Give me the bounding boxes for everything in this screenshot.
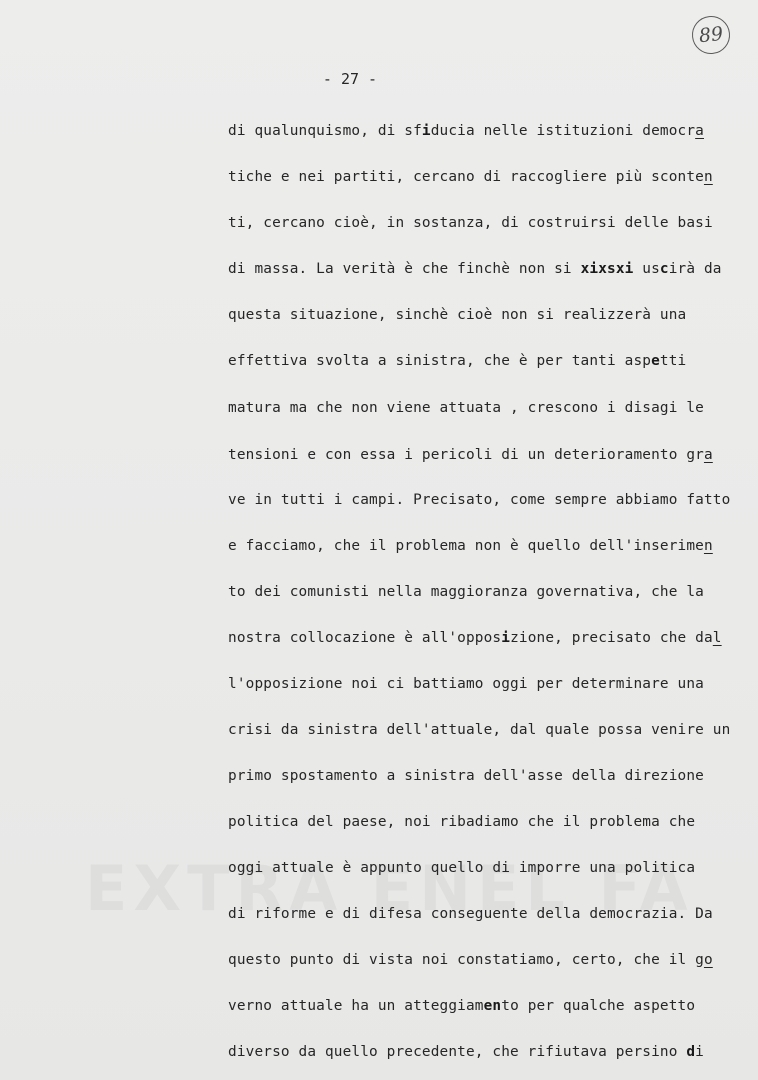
line-text: di riforme e di difesa conseguente della democrazia. Da — [228, 906, 713, 922]
text-line — [228, 859, 695, 877]
line-text: politica del paese, noi ribadiamo che il problema che — [228, 814, 696, 830]
text-line — [228, 306, 686, 324]
line-text: diverso da quello precedente, che rifiutava persino — [228, 1044, 687, 1060]
line-text: ducia nelle istituzioni democr — [430, 123, 696, 139]
line-text: questo punto di vista noi constatiamo, certo, che il g — [228, 952, 704, 968]
overtyped-text: e — [651, 353, 660, 369]
text-line — [228, 583, 704, 601]
text-line — [228, 721, 730, 739]
hyphen-underline-text: a — [695, 123, 704, 139]
hyphen-underline-text: o — [703, 952, 713, 968]
text-line — [228, 491, 730, 509]
line-text: ti, cercano cioè, in sostanza, di costruirsi delle basi — [228, 215, 713, 231]
text-line — [228, 399, 704, 417]
line-text: nostra collocazione è all'oppos — [228, 630, 502, 646]
line-text: tti — [659, 353, 687, 369]
text-line — [228, 122, 704, 140]
line-text: ve in tutti i campi. Precisato, come sempre abbiamo fatto — [228, 492, 731, 508]
line-text: oggi attuale è appunto quello di imporre una politica — [228, 860, 696, 876]
line-text: di qualunquismo, di sf — [228, 123, 422, 139]
stamp-label: 89 — [697, 22, 725, 48]
text-line — [228, 767, 704, 785]
line-text: primo spostamento a sinistra dell'asse della direzione — [228, 768, 704, 784]
text-line — [228, 214, 713, 232]
line-text: to dei comunisti nella maggioranza governativa, che la — [228, 584, 704, 600]
line-text: questa situazione, sinchè cioè non si realizzerà una — [228, 307, 687, 323]
overtyped-text: en — [483, 998, 502, 1014]
line-text: di massa. La verità è che finchè non si — [228, 261, 581, 277]
line-text: l'opposizione noi ci battiamo oggi per determinare una — [228, 676, 704, 692]
line-text: tiche e nei partiti, cercano di raccogliere più sconte — [228, 169, 704, 185]
line-text: matura ma che non viene attuata , crescono i disagi le — [228, 400, 704, 416]
line-text: to per qualche aspetto — [501, 998, 696, 1014]
line-text: us — [633, 261, 660, 277]
overtyped-text: d — [686, 1044, 696, 1060]
overtyped-text: c — [659, 261, 669, 277]
text-line — [228, 629, 722, 647]
line-text: i — [695, 1044, 704, 1060]
text-line — [228, 260, 722, 278]
line-text: e facciamo, che il problema non è quello dell'inserime — [228, 538, 704, 554]
overtyped-text: xixsxi — [580, 261, 634, 277]
text-line — [228, 813, 695, 831]
line-text: crisi da sinistra dell'attuale, dal quale possa venire un — [228, 722, 731, 738]
page-stamp — [690, 14, 732, 56]
line-text: tensioni e con essa i pericoli di un deterioramento gr — [228, 447, 704, 463]
hyphen-underline-text: n — [703, 169, 713, 185]
text-line — [228, 537, 713, 555]
hyphen-underline-text: a — [703, 447, 713, 463]
text-line — [228, 905, 713, 923]
line-text: verno attuale ha un atteggiam — [228, 998, 484, 1014]
text-line — [228, 951, 713, 969]
text-line — [228, 168, 713, 186]
line-text: zione, precisato che da — [510, 630, 713, 646]
line-text: effettiva svolta a sinistra, che è per tanti asp — [228, 353, 652, 369]
overtyped-text: i — [501, 630, 511, 646]
page-number: - 27 - — [322, 70, 378, 88]
text-line — [228, 1043, 704, 1061]
line-text: irà da — [668, 261, 722, 277]
text-line — [228, 997, 695, 1015]
text-line — [228, 446, 713, 464]
hyphen-underline-text: l — [712, 630, 722, 646]
overtyped-text: i — [421, 123, 431, 139]
text-line — [228, 675, 704, 693]
hyphen-underline-text: n — [703, 538, 713, 554]
text-line — [228, 352, 686, 370]
